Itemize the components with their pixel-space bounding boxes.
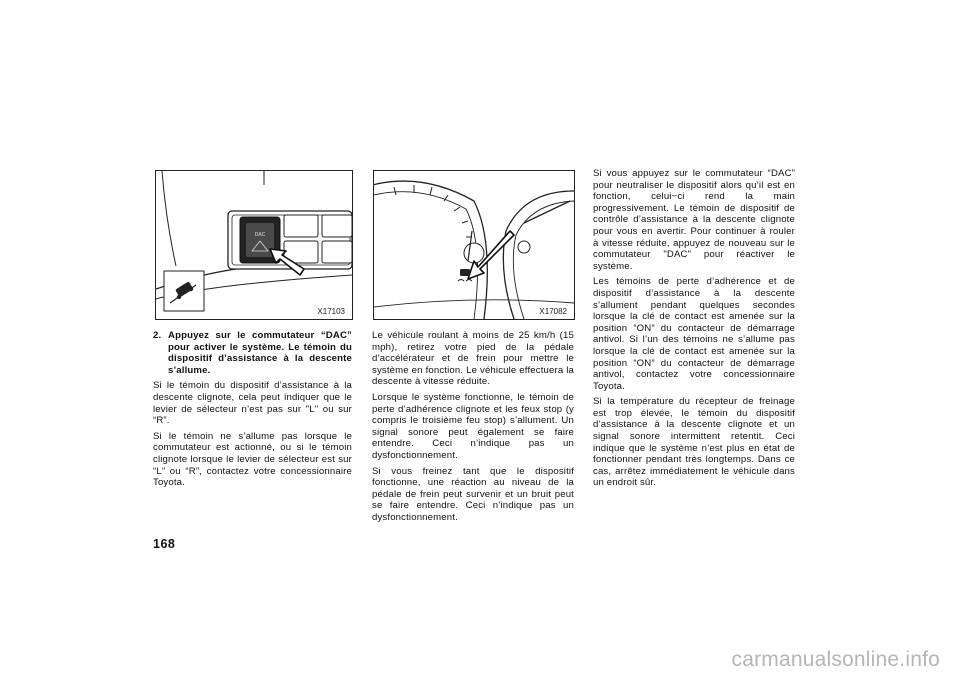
column-3: [593, 168, 795, 493]
step-text: Appuyez sur le commutateur “DAC” pour activer le système. Le témoin du dispositif d’assistance à la descente s’allume.: [168, 330, 352, 376]
figure-code: X17103: [317, 307, 345, 316]
step-2: [153, 330, 352, 376]
paragraph: Si la température du récepteur de freinage est trop élevée, le témoin du dispositif d’assistance à la descente clignote et un signal sonore intermittent retentit. Ceci indique que le système n’est plus en état de fonctionner pendant très longtemps. Dans ce cas, arrêtez immédiatement le véhicule dans un endroit sûr.: [593, 396, 795, 489]
page-number: 168: [153, 537, 176, 551]
watermark: carmanualsonline.info: [731, 648, 940, 671]
dac-switch-figure: [155, 170, 353, 320]
paragraph: Lorsque le système fonctionne, le témoin de perte d’adhérence clignote et les feux stop (y compris le troisième feu stop) s’allument. Un signal sonore peut également se faire entendre. Ceci n’indique pas un dysfonctionnement.: [372, 391, 574, 461]
figure-code: X17082: [539, 307, 567, 316]
dac-switch-illustration: [156, 171, 352, 319]
paragraph: Si le témoin du dispositif d’assistance à la descente clignote, cela peut indiquer que le levier de sélecteur n’est pas sur "L" ou sur “R”.: [153, 380, 352, 427]
paragraph: Si vous appuyez sur le commutateur “DAC” pour neutraliser le dispositif alors qu’il est en fonction, celui−ci rend la main progressivement. Le témoin de dispositif de contrôle d’assistance à la descente clignote pour vous en avertir. Pour continuer à rouler à vitesse réduite, appuyez de nouveau sur le commutateur "DAC" pour réactiver le système.: [593, 168, 795, 272]
column-1: [153, 330, 352, 493]
paragraph: Les témoins de perte d’adhérence et de dispositif d’assistance à la descente s’allument pendant quelques secondes lorsque la clé de contact est amenée sur la position “ON” du contacteur de démarrage antivol. Si l’un des témoins ne s’allume pas lorsque la clé de contact est amenée sur la position “ON” du contacteur de démarrage antivol, contactez votre concessionnaire Toyota.: [593, 276, 795, 392]
paragraph: Si le témoin ne s’allume pas lorsque le commutateur est actionné, ou si le témoin clignote lorsque le levier de sélecteur est sur “L” ou “R”, contactez votre concessionnaire Toyota.: [153, 430, 352, 489]
paragraph: Le véhicule roulant à moins de 25 km/h (15 mph), retirez votre pied de la pédale d’accélérateur et de frein pour mettre le système en fonction. Le véhicule effectuera la descente à vitesse réduite.: [372, 330, 574, 388]
instrument-cluster-illustration: [374, 171, 574, 319]
instrument-cluster-figure: [373, 170, 575, 320]
dac-button-label: DAC: [254, 232, 266, 238]
column-2: [372, 330, 574, 528]
step-number: 2.: [153, 330, 162, 341]
paragraph: Si vous freinez tant que le dispositif fonctionne, une réaction au niveau de la pédale de frein peut survenir et un bruit peut se faire entendre. Ceci n’indique pas un dysfonctionnement.: [372, 465, 574, 523]
slip-indicator-icon: [458, 269, 472, 281]
